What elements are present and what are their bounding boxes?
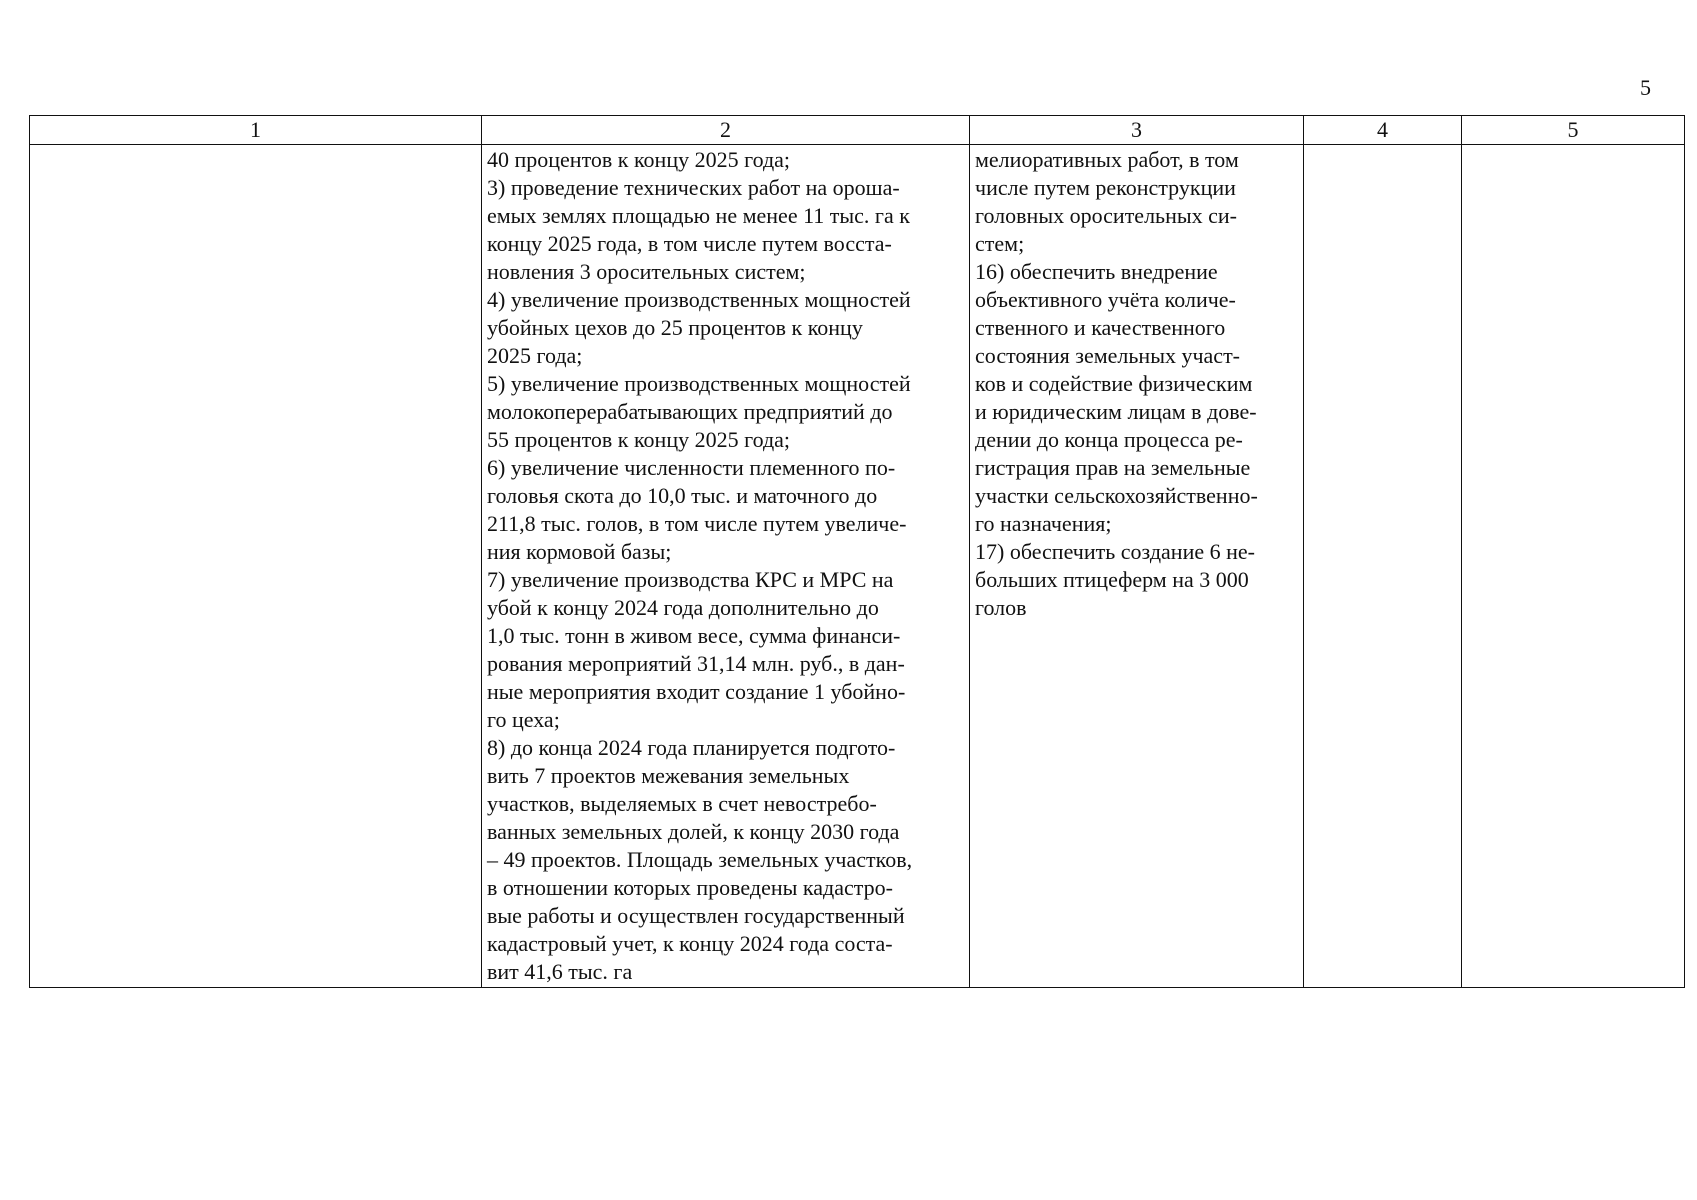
text-line: и юридическим лицам в дове- (975, 399, 1257, 424)
cell-col-2-text (482, 145, 969, 986)
text-line: объективного учёта количе- (975, 287, 1236, 312)
text-line: мелиоративных работ, в том (975, 147, 1239, 172)
text-line: концу 2025 года, в том числе путем восста- (487, 231, 892, 256)
text-line: 17) обеспечить создание 6 не- (975, 539, 1255, 564)
page-number: 5 (1640, 75, 1651, 100)
text-line: 211,8 тыс. голов, в том числе путем увеличе- (487, 511, 907, 536)
cell-col-3-text (970, 145, 1303, 622)
text-line: вить 7 проектов межевания земельных (487, 763, 850, 788)
cell-col-3 (970, 145, 1304, 988)
text-line: 16) обеспечить внедрение (975, 259, 1218, 284)
table-row (30, 145, 1685, 988)
text-line: вит 41,6 тыс. га (487, 959, 633, 984)
text-line: головных оросительных си- (975, 203, 1238, 228)
text-line: го назначения; (975, 511, 1112, 536)
column-header-4: 4 (1304, 116, 1462, 145)
text-line: 4) увеличение производственных мощностей (487, 287, 911, 312)
text-line: 5) увеличение производственных мощностей (487, 371, 911, 396)
text-line: рования мероприятий 31,14 млн. руб., в дан- (487, 651, 905, 676)
document-table (29, 115, 1685, 988)
cell-col-4 (1304, 145, 1462, 988)
text-line: 7) увеличение производства КРС и МРС на (487, 567, 894, 592)
text-line: в отношении которых проведены кадастро- (487, 875, 893, 900)
text-line: больших птицеферм на 3 000 (975, 567, 1249, 592)
text-line: ков и содействие физическим (975, 371, 1253, 396)
text-line: убой к концу 2024 года дополнительно до (487, 595, 879, 620)
text-line: новления 3 оросительных систем; (487, 259, 806, 284)
text-line: 6) увеличение численности племенного по- (487, 455, 896, 480)
text-line: ванных земельных долей, к концу 2030 года (487, 819, 900, 844)
cell-col-5 (1462, 145, 1685, 988)
text-line: вые работы и осуществлен государственный (487, 903, 905, 928)
column-header-3: 3 (970, 116, 1304, 145)
table-header-row (30, 116, 1685, 145)
text-line: го цеха; (487, 707, 560, 732)
text-line: ния кормовой базы; (487, 539, 672, 564)
text-line: гистрация прав на земельные (975, 455, 1251, 480)
text-line: участков, выделяемых в счет невостребо- (487, 791, 877, 816)
text-line: 3) проведение технических работ на ороша- (487, 175, 900, 200)
text-line: ственного и качественного (975, 315, 1226, 340)
text-line: ные мероприятия входит создание 1 убойно- (487, 679, 906, 704)
text-line: 8) до конца 2024 года планируется подгото- (487, 735, 896, 760)
cell-col-1 (30, 145, 482, 988)
text-line: емых землях площадью не менее 11 тыс. га к (487, 203, 910, 228)
text-line: участки сельскохозяйственно- (975, 483, 1258, 508)
text-line: 2025 года; (487, 343, 583, 368)
column-header-2: 2 (482, 116, 970, 145)
text-line: 1,0 тыс. тонн в живом весе, сумма финанси- (487, 623, 901, 648)
text-line: 55 процентов к концу 2025 года; (487, 427, 791, 452)
text-line: 40 процентов к концу 2025 года; (487, 147, 791, 172)
column-header-5: 5 (1462, 116, 1685, 145)
text-line: числе путем реконструкции (975, 175, 1236, 200)
text-line: стем; (975, 231, 1025, 256)
text-line: убойных цехов до 25 процентов к концу (487, 315, 863, 340)
text-line: кадастровый учет, к концу 2024 года соста- (487, 931, 893, 956)
text-line: – 49 проектов. Площадь земельных участков, (487, 847, 913, 872)
text-line: головья скота до 10,0 тыс. и маточного до (487, 483, 878, 508)
text-line: голов (975, 595, 1027, 620)
text-line: молокоперерабатывающих предприятий до (487, 399, 893, 424)
cell-col-2 (482, 145, 970, 988)
column-header-1: 1 (30, 116, 482, 145)
text-line: дении до конца процесса ре- (975, 427, 1243, 452)
text-line: состояния земельных участ- (975, 343, 1241, 368)
